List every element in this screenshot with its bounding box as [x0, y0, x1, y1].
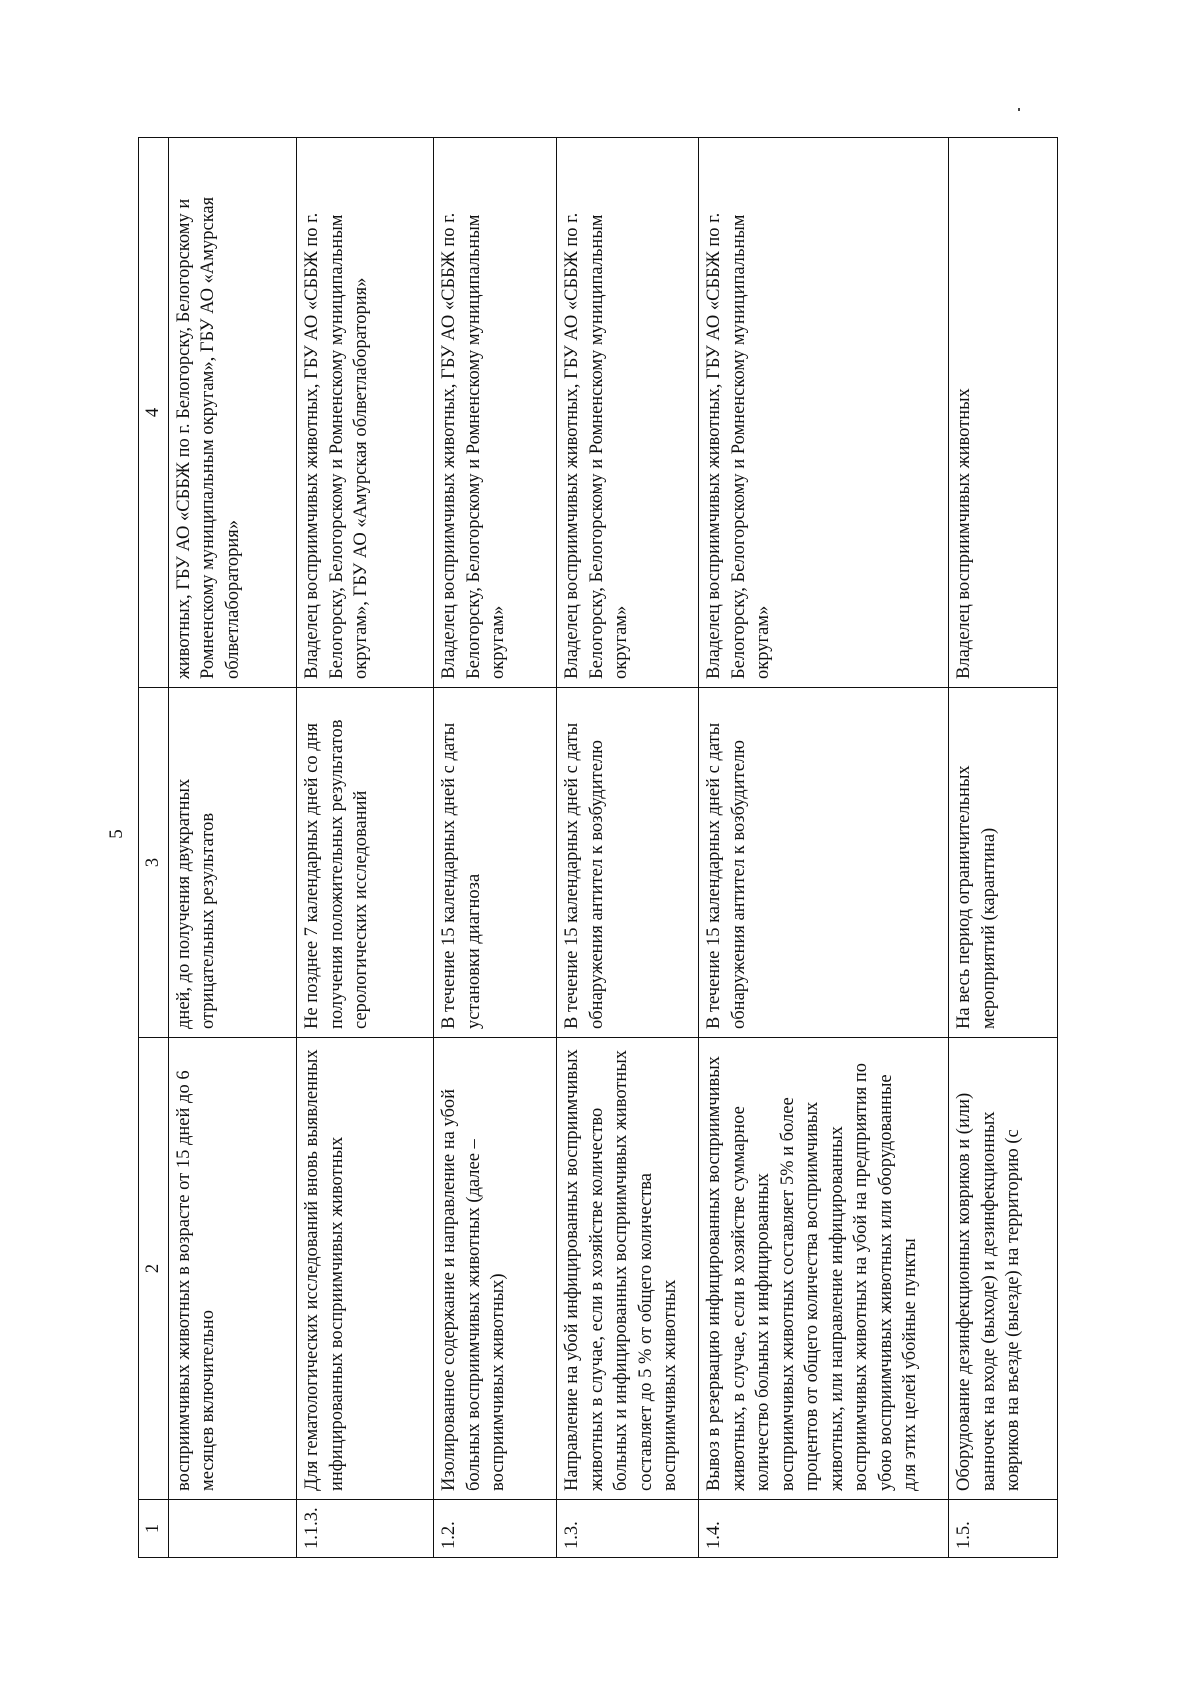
row-responsible: Владелец восприимчивых животных [949, 138, 1058, 688]
row-responsible: Владелец восприимчивых животных, ГБУ АО «СББЖ по г. Белогорску, Белогорскому и Ромненскому муниципальным округам», ГБУ АО «Амурская облветлаборатория» [297, 138, 434, 688]
row-responsible: животных, ГБУ АО «СББЖ по г. Белогорску, Белогорскому и Ромненскому муниципальным округам», ГБУ АО «Амурская облветлаборатория» [168, 138, 296, 688]
page-number: 5 [105, 829, 127, 839]
row-number: 1.4. [699, 1500, 949, 1558]
row-number: 1.1.3. [297, 1500, 434, 1558]
row-term: дней, до получения двукратных отрицательных результатов [168, 688, 296, 1038]
row-measure: Изолированное содержание и направление на убой больных восприимчивых животных (далее – восприимчивых животных) [434, 1038, 557, 1500]
row-measure: Вывоз в резервацию инфицированных восприимчивых животных, в случае, если в хозяйстве суммарное количество больных и инфицированных восприимчивых животных составляет 5% и более процентов от общего количества восприимчивых животных, или направление инфицированных восприимчивых животных на убой на предприятия по убою восприимчивых животных или оборудованные для этих целей убойные пункты [699, 1038, 949, 1500]
measures-table [138, 137, 1058, 1558]
table-row [168, 138, 296, 1558]
row-number: 1.5. [949, 1500, 1058, 1558]
row-term: На весь период ограничительных мероприятий (карантина) [949, 688, 1058, 1038]
row-responsible: Владелец восприимчивых животных, ГБУ АО «СББЖ по г. Белогорску, Белогорскому и Ромненскому муниципальным округам» [557, 138, 699, 688]
row-number: 1.3. [557, 1500, 699, 1558]
table-row [557, 138, 699, 1558]
row-number [168, 1500, 296, 1558]
col-header-3: 3 [139, 688, 169, 1038]
col-header-4: 4 [139, 138, 169, 688]
row-number: 1.2. [434, 1500, 557, 1558]
table-row [297, 138, 434, 1558]
table-row [949, 138, 1058, 1558]
row-term: В течение 15 календарных дней с даты установки диагноза [434, 688, 557, 1038]
col-header-1: 1 [139, 1500, 169, 1558]
row-measure: восприимчивых животных в возрасте от 15 дней до 6 месяцев включительно [168, 1038, 296, 1500]
table-row [699, 138, 949, 1558]
scan-mark [1018, 108, 1020, 111]
header-row [139, 138, 169, 1558]
rotated-table-wrapper [138, 138, 1058, 1558]
row-measure: Для гематологических исследований вновь выявленных инфицированных восприимчивых животных [297, 1038, 434, 1500]
row-term: Не позднее 7 календарных дней со дня получения положительных результатов серологических исследований [297, 688, 434, 1038]
row-term: В течение 15 календарных дней с даты обнаружения антител к возбудителю [557, 688, 699, 1038]
row-measure: Оборудование дезинфекционных ковриков и (или) ванночек на входе (выходе) и дезинфекционных ковриков на въезде (выезде) на территорию (с [949, 1038, 1058, 1500]
table-row [434, 138, 557, 1558]
row-responsible: Владелец восприимчивых животных, ГБУ АО «СББЖ по г. Белогорску, Белогорскому и Ромненскому муниципальным округам» [434, 138, 557, 688]
row-measure: Направление на убой инфицированных восприимчивых животных в случае, если в хозяйстве количество больных и инфицированных восприимчивых животных составляет до 5 % от общего количества восприимчивых животных [557, 1038, 699, 1500]
col-header-2: 2 [139, 1038, 169, 1500]
row-term: В течение 15 календарных дней с даты обнаружения антител к возбудителю [699, 688, 949, 1038]
row-responsible: Владелец восприимчивых животных, ГБУ АО «СББЖ по г. Белогорску, Белогорскому и Ромненскому муниципальным округам» [699, 138, 949, 688]
